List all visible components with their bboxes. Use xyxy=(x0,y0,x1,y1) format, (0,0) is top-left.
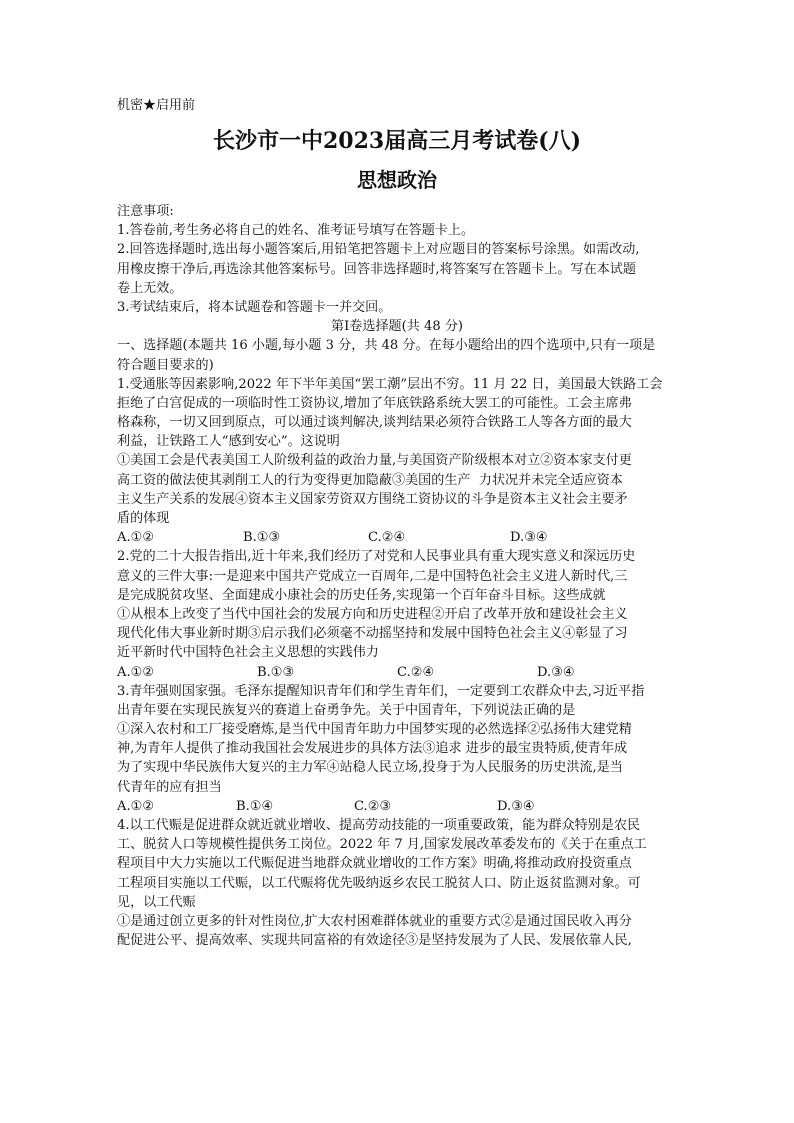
option-b: B.①③ xyxy=(257,664,295,680)
question-text: 1.受通胀等因素影响,2022 年下半年美国“罢工潮”层出不穷。11 月 22 日，美国最大铁路工会 xyxy=(117,376,663,392)
option-a: A.①② xyxy=(117,530,155,546)
question-text: 见，以工代赈 xyxy=(117,894,196,910)
question-text: ①美国工会是代表美国工人阶级利益的政治力量,与美国资产阶级根本对立②资本家支付更 xyxy=(117,453,632,469)
question-2 xyxy=(117,547,677,681)
question-text: 2.党的二十大报告指出,近十年来,我们经历了对党和人民事业具有重大现实意义和深远历史 xyxy=(117,549,636,565)
answer-options xyxy=(117,797,677,816)
question-text: 出青年要在实现民族复兴的赛道上奋勇争先。关于中国青年，下列说法正确的是 xyxy=(117,702,576,718)
question-text: ①深入农村和工厂接受磨炼,是当代中国青年助力中国梦实现的必然选择②弘扬伟大建党精 xyxy=(117,722,632,738)
question-text: 程项目中大力实施以工代赈促进当地群众就业增收的工作方案》明确,将推动政府投资重点 xyxy=(117,856,632,872)
notice-line: 3.考试结束后，将本试题卷和答题卡一并交回。 xyxy=(117,299,392,315)
option-c: C.②④ xyxy=(368,530,406,546)
question-text: 是完成脱贫攻坚、全面建成小康社会的历史任务,实现第一个百年奋斗目标。这些成就 xyxy=(117,587,606,603)
confidential-mark: 机密★启用前 xyxy=(117,98,196,113)
option-c: C.②④ xyxy=(397,664,435,680)
option-d: D.③④ xyxy=(497,798,535,814)
notice-line: 用橡皮擦干净后,再选涂其他答案标号。回答非选择题时,将答案写在答题卡上。写在本试题 xyxy=(117,261,636,277)
question-text: 神,为青年人提供了推动我国社会发展进步的具体方法③追求 进步的最宝贵特质,使青年成 xyxy=(117,741,628,757)
question-text: 格森称，一切又回到原点，可以通过谈判解决,谈判结果必须符合铁路工人等各方面的最大 xyxy=(117,415,632,431)
option-b: B.①③ xyxy=(243,530,281,546)
answer-options xyxy=(117,663,677,682)
question-text: 工程项目实施以工代赈，以工代赈将优先吸纳返乡农民工脱贫人口、防止返贫监测对象。可 xyxy=(117,875,641,891)
answer-options xyxy=(117,528,677,547)
question-1 xyxy=(117,375,677,548)
question-text: 主义生产关系的发展④资本主义国家劳资双方围绕工资协议的斗争是资本主义社会主要矛 xyxy=(117,491,628,507)
notice-heading: 注意事项: xyxy=(117,204,174,219)
option-a: A.①② xyxy=(117,798,155,814)
exam-body xyxy=(117,202,677,950)
section-intro: 一、选择题(本题共 16 小题,每小题 3 分，共 48 分。在每小题给出的四个选项中,只有一项是 xyxy=(117,338,656,354)
question-text: 4.以工代赈是促进群众就近就业增收、提高劳动技能的一项重要政策，能为群众特别是农民 xyxy=(117,818,641,833)
question-text: ①从根本上改变了当代中国社会的发展方向和历史进程②开启了改革开放和建设社会主义 xyxy=(117,606,628,622)
question-text: 配促进公平、提高效率、实现共同富裕的有效途径③是坚持发展为了人民、发展依靠人民, xyxy=(117,933,632,949)
notice-line: 卷上无效。 xyxy=(117,280,183,296)
exam-title: 长沙市一中2023届高三月考试卷(八) xyxy=(212,128,582,154)
question-text: ①是通过创立更多的针对性岗位,扩大农村困难群体就业的重要方式②是通过国民收入再分 xyxy=(117,913,632,929)
question-text: 拒绝了白宫促成的一项临时性工资协议,增加了年底铁路系统大罢工的可能性。工会主席弗 xyxy=(117,395,632,411)
question-text: 工、脱贫人口等规模性提供务工岗位。2022 年 7 月,国家发展改革委发布的《关于在重点工 xyxy=(117,837,647,853)
notice-line: 1.答卷前,考生务必将自己的姓名、准考证号填写在答题卡上。 xyxy=(117,223,475,239)
question-text: 高工资的做法使其剥削工人的行为变得更加隐蔽③美国的生产 力状况并未完全适应资本 xyxy=(117,472,623,488)
question-text: 为了实现中华民族伟大复兴的主力军④站稳人民立场,投身于为人民服务的历史洪流,是当 xyxy=(117,760,623,776)
section-title: 第Ⅰ卷选择题(共 48 分) xyxy=(330,319,464,335)
question-text: 利益，让铁路工人“感到安心”。这说明 xyxy=(117,434,340,450)
subject-title: 思想政治 xyxy=(357,168,437,192)
question-4 xyxy=(117,816,677,950)
option-d: D.③④ xyxy=(537,664,575,680)
question-text: 近平新时代中国特色社会主义思想的实践伟力 xyxy=(117,645,379,661)
notice-line: 2.回答选择题时,选出每小题答案后,用铅笔把答题卡上对应题目的答案标号涂黑。如需改动, xyxy=(117,242,640,258)
option-a: A.①② xyxy=(117,664,155,680)
section-intro: 符合题目要求的) xyxy=(117,357,214,373)
question-text: 意义的三件大事:一是迎来中国共产党成立一百周年,二是中国特色社会主义进人新时代,三 xyxy=(117,568,628,584)
question-3 xyxy=(117,682,677,816)
question-text: 盾的体现 xyxy=(117,511,170,526)
question-text: 3.青年强则国家强。毛泽东提醒知识青年们和学生青年们，一定要到工农群众中去,习近平指 xyxy=(117,683,645,699)
option-c: C.②③ xyxy=(354,798,392,814)
option-d: D.③④ xyxy=(510,530,548,546)
question-text: 现代化伟大事业新时期③启示我们必须毫不动摇坚持和发展中国特色社会主义④彰显了习 xyxy=(117,626,628,642)
question-text: 代青年的应有担当 xyxy=(117,779,222,795)
option-b: B.①④ xyxy=(236,798,274,814)
